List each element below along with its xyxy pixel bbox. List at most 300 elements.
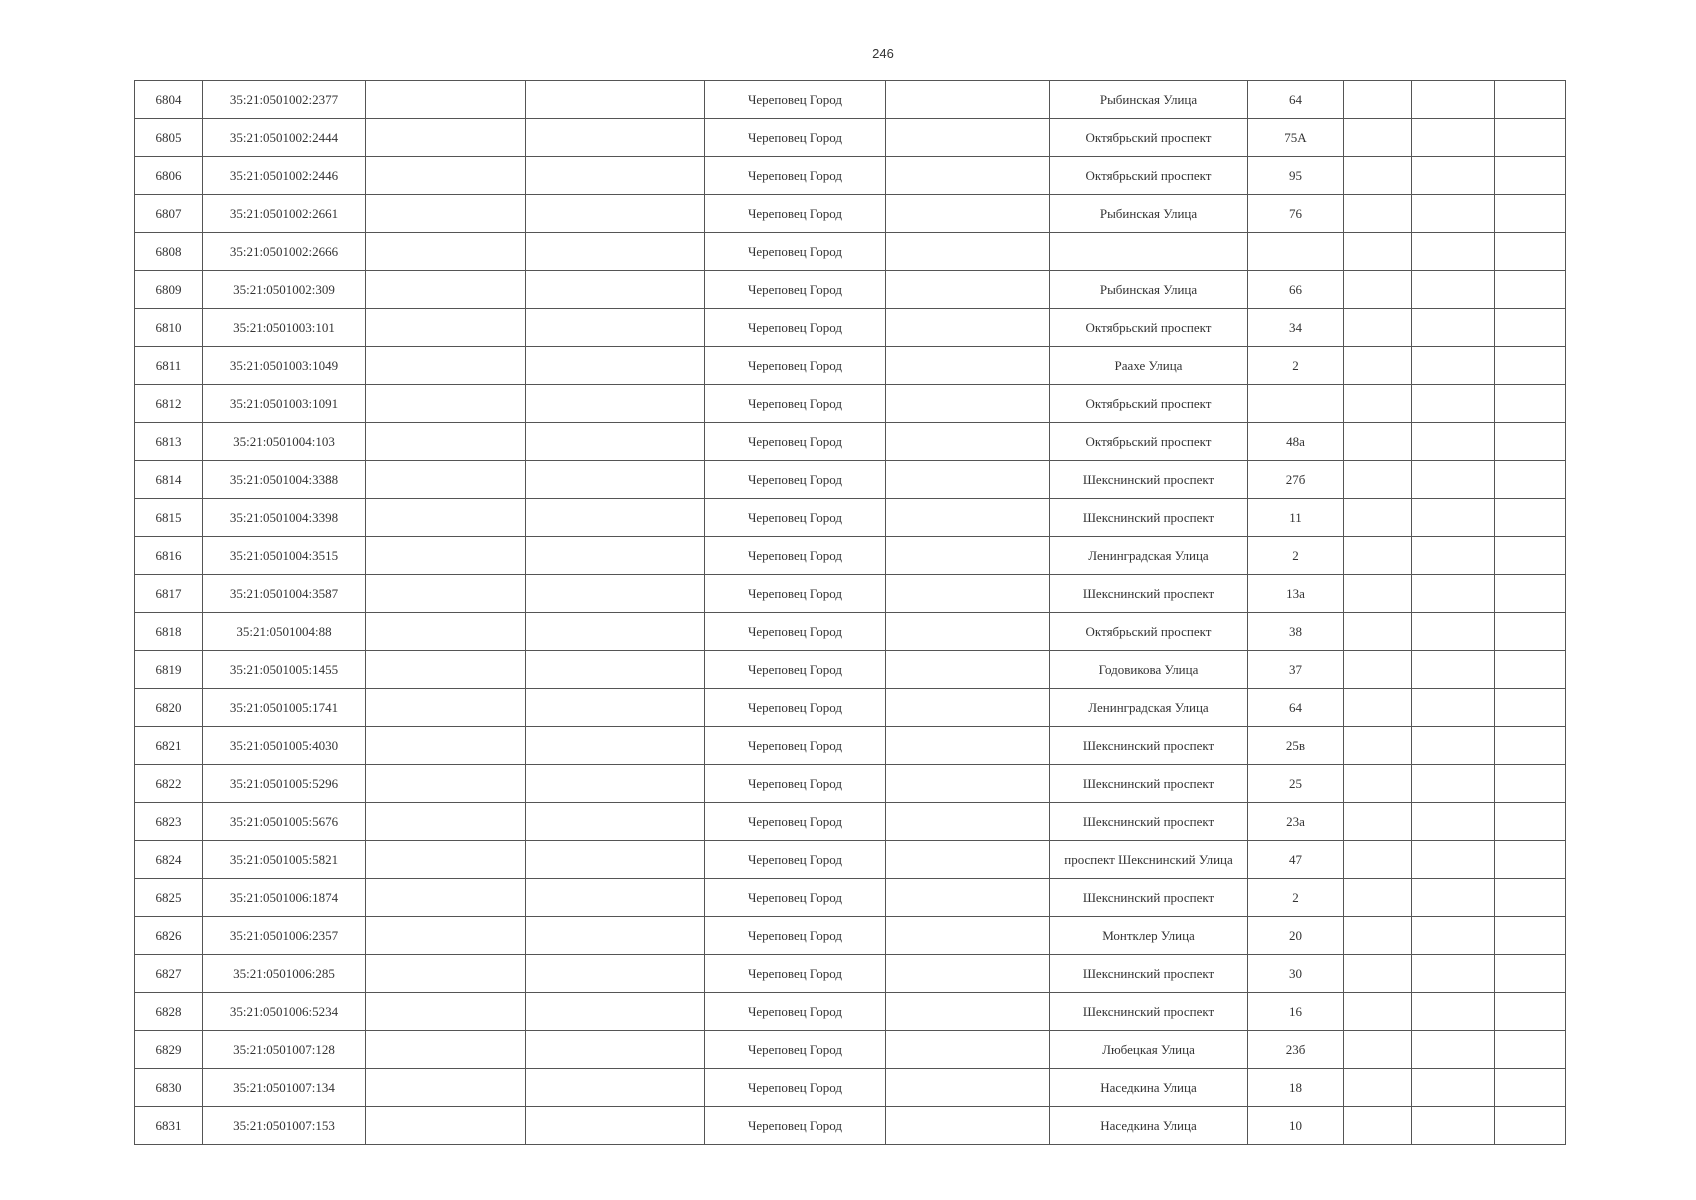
house-number-cell: 2 [1248, 879, 1344, 917]
empty-cell [526, 651, 705, 689]
cadastral-number-cell: 35:21:0501004:3388 [203, 461, 366, 499]
row-number-cell: 6821 [135, 727, 203, 765]
empty-cell [1344, 233, 1412, 271]
table-row [135, 537, 1566, 575]
table-row [135, 271, 1566, 309]
empty-cell [366, 993, 526, 1031]
empty-cell [886, 309, 1050, 347]
empty-cell [1495, 575, 1566, 613]
house-number-cell: 16 [1248, 993, 1344, 1031]
house-number-cell [1248, 233, 1344, 271]
row-number-cell: 6810 [135, 309, 203, 347]
row-number-cell: 6811 [135, 347, 203, 385]
empty-cell [886, 195, 1050, 233]
street-cell: проспект Шекснинский Улица [1050, 841, 1248, 879]
empty-cell [366, 727, 526, 765]
city-cell: Череповец Город [705, 1031, 886, 1069]
empty-cell [526, 81, 705, 119]
city-cell: Череповец Город [705, 309, 886, 347]
row-number-cell: 6807 [135, 195, 203, 233]
empty-cell [1344, 499, 1412, 537]
house-number-cell: 48а [1248, 423, 1344, 461]
city-cell: Череповец Город [705, 917, 886, 955]
empty-cell [1344, 157, 1412, 195]
table-row [135, 689, 1566, 727]
city-cell: Череповец Город [705, 157, 886, 195]
empty-cell [1412, 879, 1495, 917]
empty-cell [526, 119, 705, 157]
empty-cell [1344, 1069, 1412, 1107]
empty-cell [1344, 537, 1412, 575]
empty-cell [886, 803, 1050, 841]
empty-cell [526, 157, 705, 195]
empty-cell [1495, 765, 1566, 803]
empty-cell [366, 803, 526, 841]
empty-cell [1412, 727, 1495, 765]
row-number-cell: 6823 [135, 803, 203, 841]
empty-cell [526, 689, 705, 727]
empty-cell [886, 1107, 1050, 1145]
empty-cell [886, 613, 1050, 651]
city-cell: Череповец Город [705, 955, 886, 993]
house-number-cell: 23а [1248, 803, 1344, 841]
empty-cell [366, 651, 526, 689]
empty-cell [1495, 727, 1566, 765]
empty-cell [366, 537, 526, 575]
empty-cell [1344, 803, 1412, 841]
empty-cell [1495, 347, 1566, 385]
empty-cell [1344, 423, 1412, 461]
empty-cell [1495, 499, 1566, 537]
street-cell: Рыбинская Улица [1050, 195, 1248, 233]
city-cell: Череповец Город [705, 81, 886, 119]
house-number-cell: 25в [1248, 727, 1344, 765]
empty-cell [1412, 157, 1495, 195]
cadastral-number-cell: 35:21:0501005:1741 [203, 689, 366, 727]
empty-cell [1344, 309, 1412, 347]
empty-cell [1344, 727, 1412, 765]
empty-cell [886, 651, 1050, 689]
empty-cell [1344, 195, 1412, 233]
empty-cell [366, 81, 526, 119]
empty-cell [1344, 81, 1412, 119]
city-cell: Череповец Город [705, 879, 886, 917]
empty-cell [886, 271, 1050, 309]
city-cell: Череповец Город [705, 727, 886, 765]
city-cell: Череповец Город [705, 651, 886, 689]
empty-cell [1495, 271, 1566, 309]
empty-cell [886, 841, 1050, 879]
empty-cell [1412, 195, 1495, 233]
empty-cell [1495, 119, 1566, 157]
cadastral-number-cell: 35:21:0501005:5821 [203, 841, 366, 879]
empty-cell [1344, 765, 1412, 803]
empty-cell [1344, 1031, 1412, 1069]
cadastral-number-cell: 35:21:0501002:309 [203, 271, 366, 309]
cadastral-number-cell: 35:21:0501005:5296 [203, 765, 366, 803]
empty-cell [1495, 195, 1566, 233]
empty-cell [886, 689, 1050, 727]
empty-cell [1344, 993, 1412, 1031]
empty-cell [886, 1031, 1050, 1069]
row-number-cell: 6814 [135, 461, 203, 499]
empty-cell [366, 233, 526, 271]
empty-cell [526, 955, 705, 993]
table-row [135, 347, 1566, 385]
empty-cell [366, 195, 526, 233]
house-number-cell: 2 [1248, 347, 1344, 385]
row-number-cell: 6831 [135, 1107, 203, 1145]
table-row [135, 119, 1566, 157]
empty-cell [1412, 461, 1495, 499]
empty-cell [1412, 537, 1495, 575]
street-cell: Октябрьский проспект [1050, 119, 1248, 157]
empty-cell [886, 157, 1050, 195]
empty-cell [1344, 575, 1412, 613]
empty-cell [1412, 347, 1495, 385]
street-cell: Шекснинский проспект [1050, 499, 1248, 537]
empty-cell [886, 993, 1050, 1031]
empty-cell [1495, 1107, 1566, 1145]
empty-cell [526, 271, 705, 309]
empty-cell [526, 1031, 705, 1069]
empty-cell [886, 879, 1050, 917]
street-cell: Раахе Улица [1050, 347, 1248, 385]
empty-cell [526, 803, 705, 841]
empty-cell [886, 499, 1050, 537]
empty-cell [526, 385, 705, 423]
table-row [135, 879, 1566, 917]
empty-cell [1495, 1069, 1566, 1107]
empty-cell [1344, 347, 1412, 385]
empty-cell [1495, 423, 1566, 461]
street-cell: Шекснинский проспект [1050, 955, 1248, 993]
street-cell: Ленинградская Улица [1050, 689, 1248, 727]
empty-cell [1495, 613, 1566, 651]
empty-cell [1344, 385, 1412, 423]
house-number-cell: 64 [1248, 689, 1344, 727]
row-number-cell: 6815 [135, 499, 203, 537]
empty-cell [886, 119, 1050, 157]
empty-cell [886, 537, 1050, 575]
house-number-cell: 76 [1248, 195, 1344, 233]
street-cell: Шекснинский проспект [1050, 461, 1248, 499]
street-cell: Октябрьский проспект [1050, 157, 1248, 195]
house-number-cell: 37 [1248, 651, 1344, 689]
empty-cell [886, 385, 1050, 423]
row-number-cell: 6808 [135, 233, 203, 271]
table-row [135, 157, 1566, 195]
table-row [135, 385, 1566, 423]
street-cell: Наседкина Улица [1050, 1107, 1248, 1145]
cadastral-number-cell: 35:21:0501002:2661 [203, 195, 366, 233]
row-number-cell: 6828 [135, 993, 203, 1031]
empty-cell [1344, 841, 1412, 879]
empty-cell [886, 1069, 1050, 1107]
cadastral-number-cell: 35:21:0501007:153 [203, 1107, 366, 1145]
cadastral-number-cell: 35:21:0501006:2357 [203, 917, 366, 955]
empty-cell [1412, 309, 1495, 347]
empty-cell [1412, 81, 1495, 119]
table-row [135, 81, 1566, 119]
cadastral-number-cell: 35:21:0501007:134 [203, 1069, 366, 1107]
empty-cell [886, 233, 1050, 271]
row-number-cell: 6830 [135, 1069, 203, 1107]
row-number-cell: 6816 [135, 537, 203, 575]
table-row [135, 423, 1566, 461]
row-number-cell: 6829 [135, 1031, 203, 1069]
empty-cell [366, 461, 526, 499]
empty-cell [366, 879, 526, 917]
empty-cell [366, 765, 526, 803]
empty-cell [886, 81, 1050, 119]
empty-cell [1344, 461, 1412, 499]
row-number-cell: 6813 [135, 423, 203, 461]
city-cell: Череповец Город [705, 993, 886, 1031]
empty-cell [366, 575, 526, 613]
table-row [135, 575, 1566, 613]
cadastral-number-cell: 35:21:0501003:1091 [203, 385, 366, 423]
empty-cell [1412, 423, 1495, 461]
cadastral-number-cell: 35:21:0501002:2666 [203, 233, 366, 271]
table-row [135, 727, 1566, 765]
empty-cell [526, 765, 705, 803]
empty-cell [886, 765, 1050, 803]
empty-cell [366, 841, 526, 879]
empty-cell [1412, 499, 1495, 537]
row-number-cell: 6818 [135, 613, 203, 651]
table-row [135, 765, 1566, 803]
empty-cell [366, 157, 526, 195]
cadastral-number-cell: 35:21:0501002:2446 [203, 157, 366, 195]
cadastral-number-cell: 35:21:0501005:4030 [203, 727, 366, 765]
house-number-cell: 10 [1248, 1107, 1344, 1145]
table-row [135, 917, 1566, 955]
city-cell: Череповец Город [705, 1107, 886, 1145]
cadastral-number-cell: 35:21:0501003:1049 [203, 347, 366, 385]
table-row [135, 499, 1566, 537]
empty-cell [526, 309, 705, 347]
row-number-cell: 6817 [135, 575, 203, 613]
empty-cell [1495, 879, 1566, 917]
empty-cell [1412, 271, 1495, 309]
empty-cell [526, 233, 705, 271]
house-number-cell: 20 [1248, 917, 1344, 955]
street-cell: Шекснинский проспект [1050, 575, 1248, 613]
street-cell: Годовикова Улица [1050, 651, 1248, 689]
street-cell: Октябрьский проспект [1050, 423, 1248, 461]
empty-cell [526, 1107, 705, 1145]
city-cell: Череповец Город [705, 271, 886, 309]
house-number-cell: 30 [1248, 955, 1344, 993]
empty-cell [366, 1031, 526, 1069]
house-number-cell: 34 [1248, 309, 1344, 347]
empty-cell [886, 727, 1050, 765]
empty-cell [526, 1069, 705, 1107]
row-number-cell: 6822 [135, 765, 203, 803]
registry-table [134, 80, 1566, 1145]
table-row [135, 233, 1566, 271]
cadastral-number-cell: 35:21:0501006:285 [203, 955, 366, 993]
cadastral-number-cell: 35:21:0501004:3587 [203, 575, 366, 613]
cadastral-number-cell: 35:21:0501002:2377 [203, 81, 366, 119]
empty-cell [1344, 955, 1412, 993]
empty-cell [1495, 385, 1566, 423]
empty-cell [526, 993, 705, 1031]
row-number-cell: 6812 [135, 385, 203, 423]
empty-cell [1495, 689, 1566, 727]
city-cell: Череповец Город [705, 423, 886, 461]
city-cell: Череповец Город [705, 499, 886, 537]
house-number-cell: 95 [1248, 157, 1344, 195]
house-number-cell [1248, 385, 1344, 423]
empty-cell [366, 917, 526, 955]
table-row [135, 651, 1566, 689]
empty-cell [366, 689, 526, 727]
empty-cell [1412, 1107, 1495, 1145]
house-number-cell: 25 [1248, 765, 1344, 803]
house-number-cell: 47 [1248, 841, 1344, 879]
table-row [135, 1107, 1566, 1145]
city-cell: Череповец Город [705, 461, 886, 499]
cadastral-number-cell: 35:21:0501003:101 [203, 309, 366, 347]
city-cell: Череповец Город [705, 385, 886, 423]
street-cell: Октябрьский проспект [1050, 613, 1248, 651]
cadastral-number-cell: 35:21:0501004:3515 [203, 537, 366, 575]
street-cell: Наседкина Улица [1050, 1069, 1248, 1107]
cadastral-number-cell: 35:21:0501002:2444 [203, 119, 366, 157]
house-number-cell: 11 [1248, 499, 1344, 537]
empty-cell [1344, 613, 1412, 651]
empty-cell [1412, 917, 1495, 955]
empty-cell [366, 613, 526, 651]
street-cell: Шекснинский проспект [1050, 727, 1248, 765]
city-cell: Череповец Город [705, 765, 886, 803]
empty-cell [526, 423, 705, 461]
cadastral-number-cell: 35:21:0501004:88 [203, 613, 366, 651]
house-number-cell: 66 [1248, 271, 1344, 309]
cadastral-number-cell: 35:21:0501006:5234 [203, 993, 366, 1031]
empty-cell [1412, 955, 1495, 993]
street-cell: Шекснинский проспект [1050, 993, 1248, 1031]
street-cell: Монтклер Улица [1050, 917, 1248, 955]
empty-cell [366, 423, 526, 461]
house-number-cell: 38 [1248, 613, 1344, 651]
house-number-cell: 13а [1248, 575, 1344, 613]
city-cell: Череповец Город [705, 841, 886, 879]
city-cell: Череповец Город [705, 119, 886, 157]
street-cell: Шекснинский проспект [1050, 879, 1248, 917]
table-row [135, 195, 1566, 233]
empty-cell [526, 917, 705, 955]
empty-cell [1495, 1031, 1566, 1069]
city-cell: Череповец Город [705, 803, 886, 841]
empty-cell [1344, 917, 1412, 955]
empty-cell [886, 423, 1050, 461]
empty-cell [1495, 461, 1566, 499]
empty-cell [526, 613, 705, 651]
row-number-cell: 6824 [135, 841, 203, 879]
house-number-cell: 64 [1248, 81, 1344, 119]
table-row [135, 461, 1566, 499]
empty-cell [1412, 119, 1495, 157]
street-cell: Октябрьский проспект [1050, 385, 1248, 423]
street-cell: Рыбинская Улица [1050, 81, 1248, 119]
empty-cell [1344, 689, 1412, 727]
table-row [135, 841, 1566, 879]
empty-cell [366, 1069, 526, 1107]
house-number-cell: 18 [1248, 1069, 1344, 1107]
empty-cell [526, 575, 705, 613]
table-row [135, 955, 1566, 993]
empty-cell [1495, 803, 1566, 841]
empty-cell [1344, 271, 1412, 309]
cadastral-number-cell: 35:21:0501004:3398 [203, 499, 366, 537]
empty-cell [1344, 119, 1412, 157]
empty-cell [1495, 993, 1566, 1031]
city-cell: Череповец Город [705, 575, 886, 613]
empty-cell [886, 575, 1050, 613]
house-number-cell: 75А [1248, 119, 1344, 157]
empty-cell [1412, 1031, 1495, 1069]
cadastral-number-cell: 35:21:0501005:5676 [203, 803, 366, 841]
street-cell: Шекснинский проспект [1050, 803, 1248, 841]
empty-cell [526, 461, 705, 499]
empty-cell [1495, 309, 1566, 347]
street-cell [1050, 233, 1248, 271]
cadastral-number-cell: 35:21:0501004:103 [203, 423, 366, 461]
empty-cell [1412, 803, 1495, 841]
empty-cell [1344, 879, 1412, 917]
row-number-cell: 6826 [135, 917, 203, 955]
empty-cell [366, 347, 526, 385]
empty-cell [526, 347, 705, 385]
empty-cell [366, 499, 526, 537]
row-number-cell: 6819 [135, 651, 203, 689]
empty-cell [886, 347, 1050, 385]
city-cell: Череповец Город [705, 347, 886, 385]
empty-cell [886, 917, 1050, 955]
empty-cell [526, 879, 705, 917]
empty-cell [1412, 689, 1495, 727]
cadastral-number-cell: 35:21:0501005:1455 [203, 651, 366, 689]
street-cell: Рыбинская Улица [1050, 271, 1248, 309]
empty-cell [366, 955, 526, 993]
city-cell: Череповец Город [705, 537, 886, 575]
empty-cell [1412, 385, 1495, 423]
empty-cell [1344, 1107, 1412, 1145]
street-cell: Шекснинский проспект [1050, 765, 1248, 803]
empty-cell [1412, 613, 1495, 651]
empty-cell [526, 841, 705, 879]
empty-cell [526, 727, 705, 765]
empty-cell [1495, 81, 1566, 119]
row-number-cell: 6820 [135, 689, 203, 727]
house-number-cell: 27б [1248, 461, 1344, 499]
row-number-cell: 6806 [135, 157, 203, 195]
empty-cell [1412, 651, 1495, 689]
empty-cell [1495, 537, 1566, 575]
empty-cell [1495, 841, 1566, 879]
row-number-cell: 6805 [135, 119, 203, 157]
city-cell: Череповец Город [705, 233, 886, 271]
street-cell: Октябрьский проспект [1050, 309, 1248, 347]
table-row [135, 1069, 1566, 1107]
row-number-cell: 6809 [135, 271, 203, 309]
cadastral-number-cell: 35:21:0501007:128 [203, 1031, 366, 1069]
empty-cell [1495, 157, 1566, 195]
city-cell: Череповец Город [705, 613, 886, 651]
